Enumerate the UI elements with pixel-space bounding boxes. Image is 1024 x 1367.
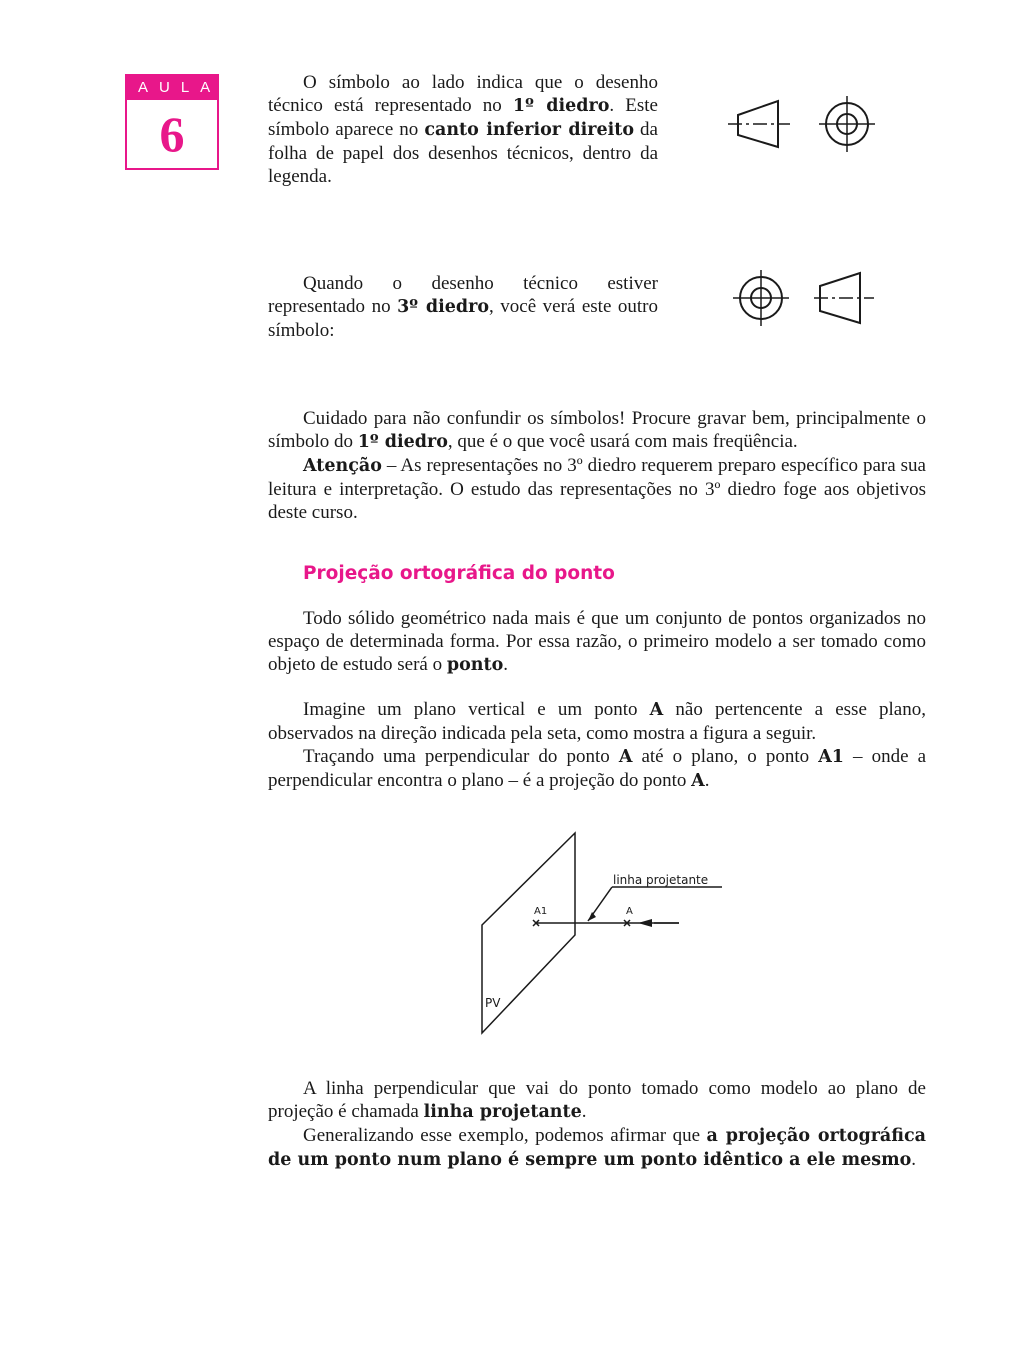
caution-paragraph: Cuidado para não confundir os símbolos! Procure gravar bem, principalmente o símbolo do 1º diedro, que é o que você usará com mais freqüência. bbox=[268, 408, 926, 452]
first-dihedral-symbol bbox=[724, 92, 884, 156]
imagine-paragraph: Imagine um plano vertical e um ponto A não pertencente a esse plano, observados na direção indicada pela seta, como mostra a figura a seguir. bbox=[268, 699, 926, 744]
caution-block bbox=[268, 407, 926, 524]
perpendicular-paragraph: A linha perpendicular que vai do ponto tomado como modelo ao plano de projeção é chamada linha projetante. bbox=[268, 1078, 926, 1122]
conclusion-block bbox=[268, 1077, 926, 1172]
plane-label: PV bbox=[485, 996, 501, 1010]
leader-arrowhead bbox=[588, 912, 596, 921]
section-heading: Projeção ortográfica do ponto bbox=[303, 563, 615, 584]
point-a1-label: A1 bbox=[534, 906, 548, 917]
lesson-label: AULA bbox=[127, 76, 217, 100]
third-dihedral-paragraph: Quando o desenho técnico estiver representado no 3º diedro, você verá este outro símbolo: bbox=[268, 273, 658, 341]
point-projection-figure bbox=[470, 825, 740, 1040]
projecting-line-label: linha projetante bbox=[613, 873, 709, 887]
third-dihedral-symbol bbox=[724, 266, 884, 330]
first-dihedral-paragraph: O símbolo ao lado indica que o desenho técnico está representado no 1º diedro. Este símbolo aparece no canto inferior direito da folha de papel dos desenhos técnicos, dentro da legenda. bbox=[268, 72, 658, 187]
point-a-label: A bbox=[626, 906, 633, 917]
direction-arrowhead bbox=[638, 919, 652, 927]
lesson-badge bbox=[125, 74, 222, 170]
lesson-number: 6 bbox=[159, 106, 185, 162]
tracing-paragraph: Traçando uma perpendicular do ponto A até o plano, o ponto A1 – onde a perpendicular encontra o plano – é a projeção do ponto A. bbox=[268, 746, 927, 791]
solid-paragraph: Todo sólido geométrico nada mais é que um conjunto de pontos organizados no espaço de determinada forma. Por essa razão, o primeiro modelo a ser tomado como objeto de estudo será o ponto. bbox=[268, 608, 926, 675]
attention-paragraph: Atenção – As representações no 3º diedro requerem preparo específico para sua leitura e interpretação. O estudo das representações no 3º diedro foge aos objetivos deste curso. bbox=[268, 455, 926, 523]
point-projection-block bbox=[268, 698, 926, 793]
generalizing-paragraph: Generalizando esse exemplo, podemos afirmar que a projeção ortográfica de um ponto num plano é sempre um ponto idêntico a ele mesmo. bbox=[268, 1125, 926, 1170]
